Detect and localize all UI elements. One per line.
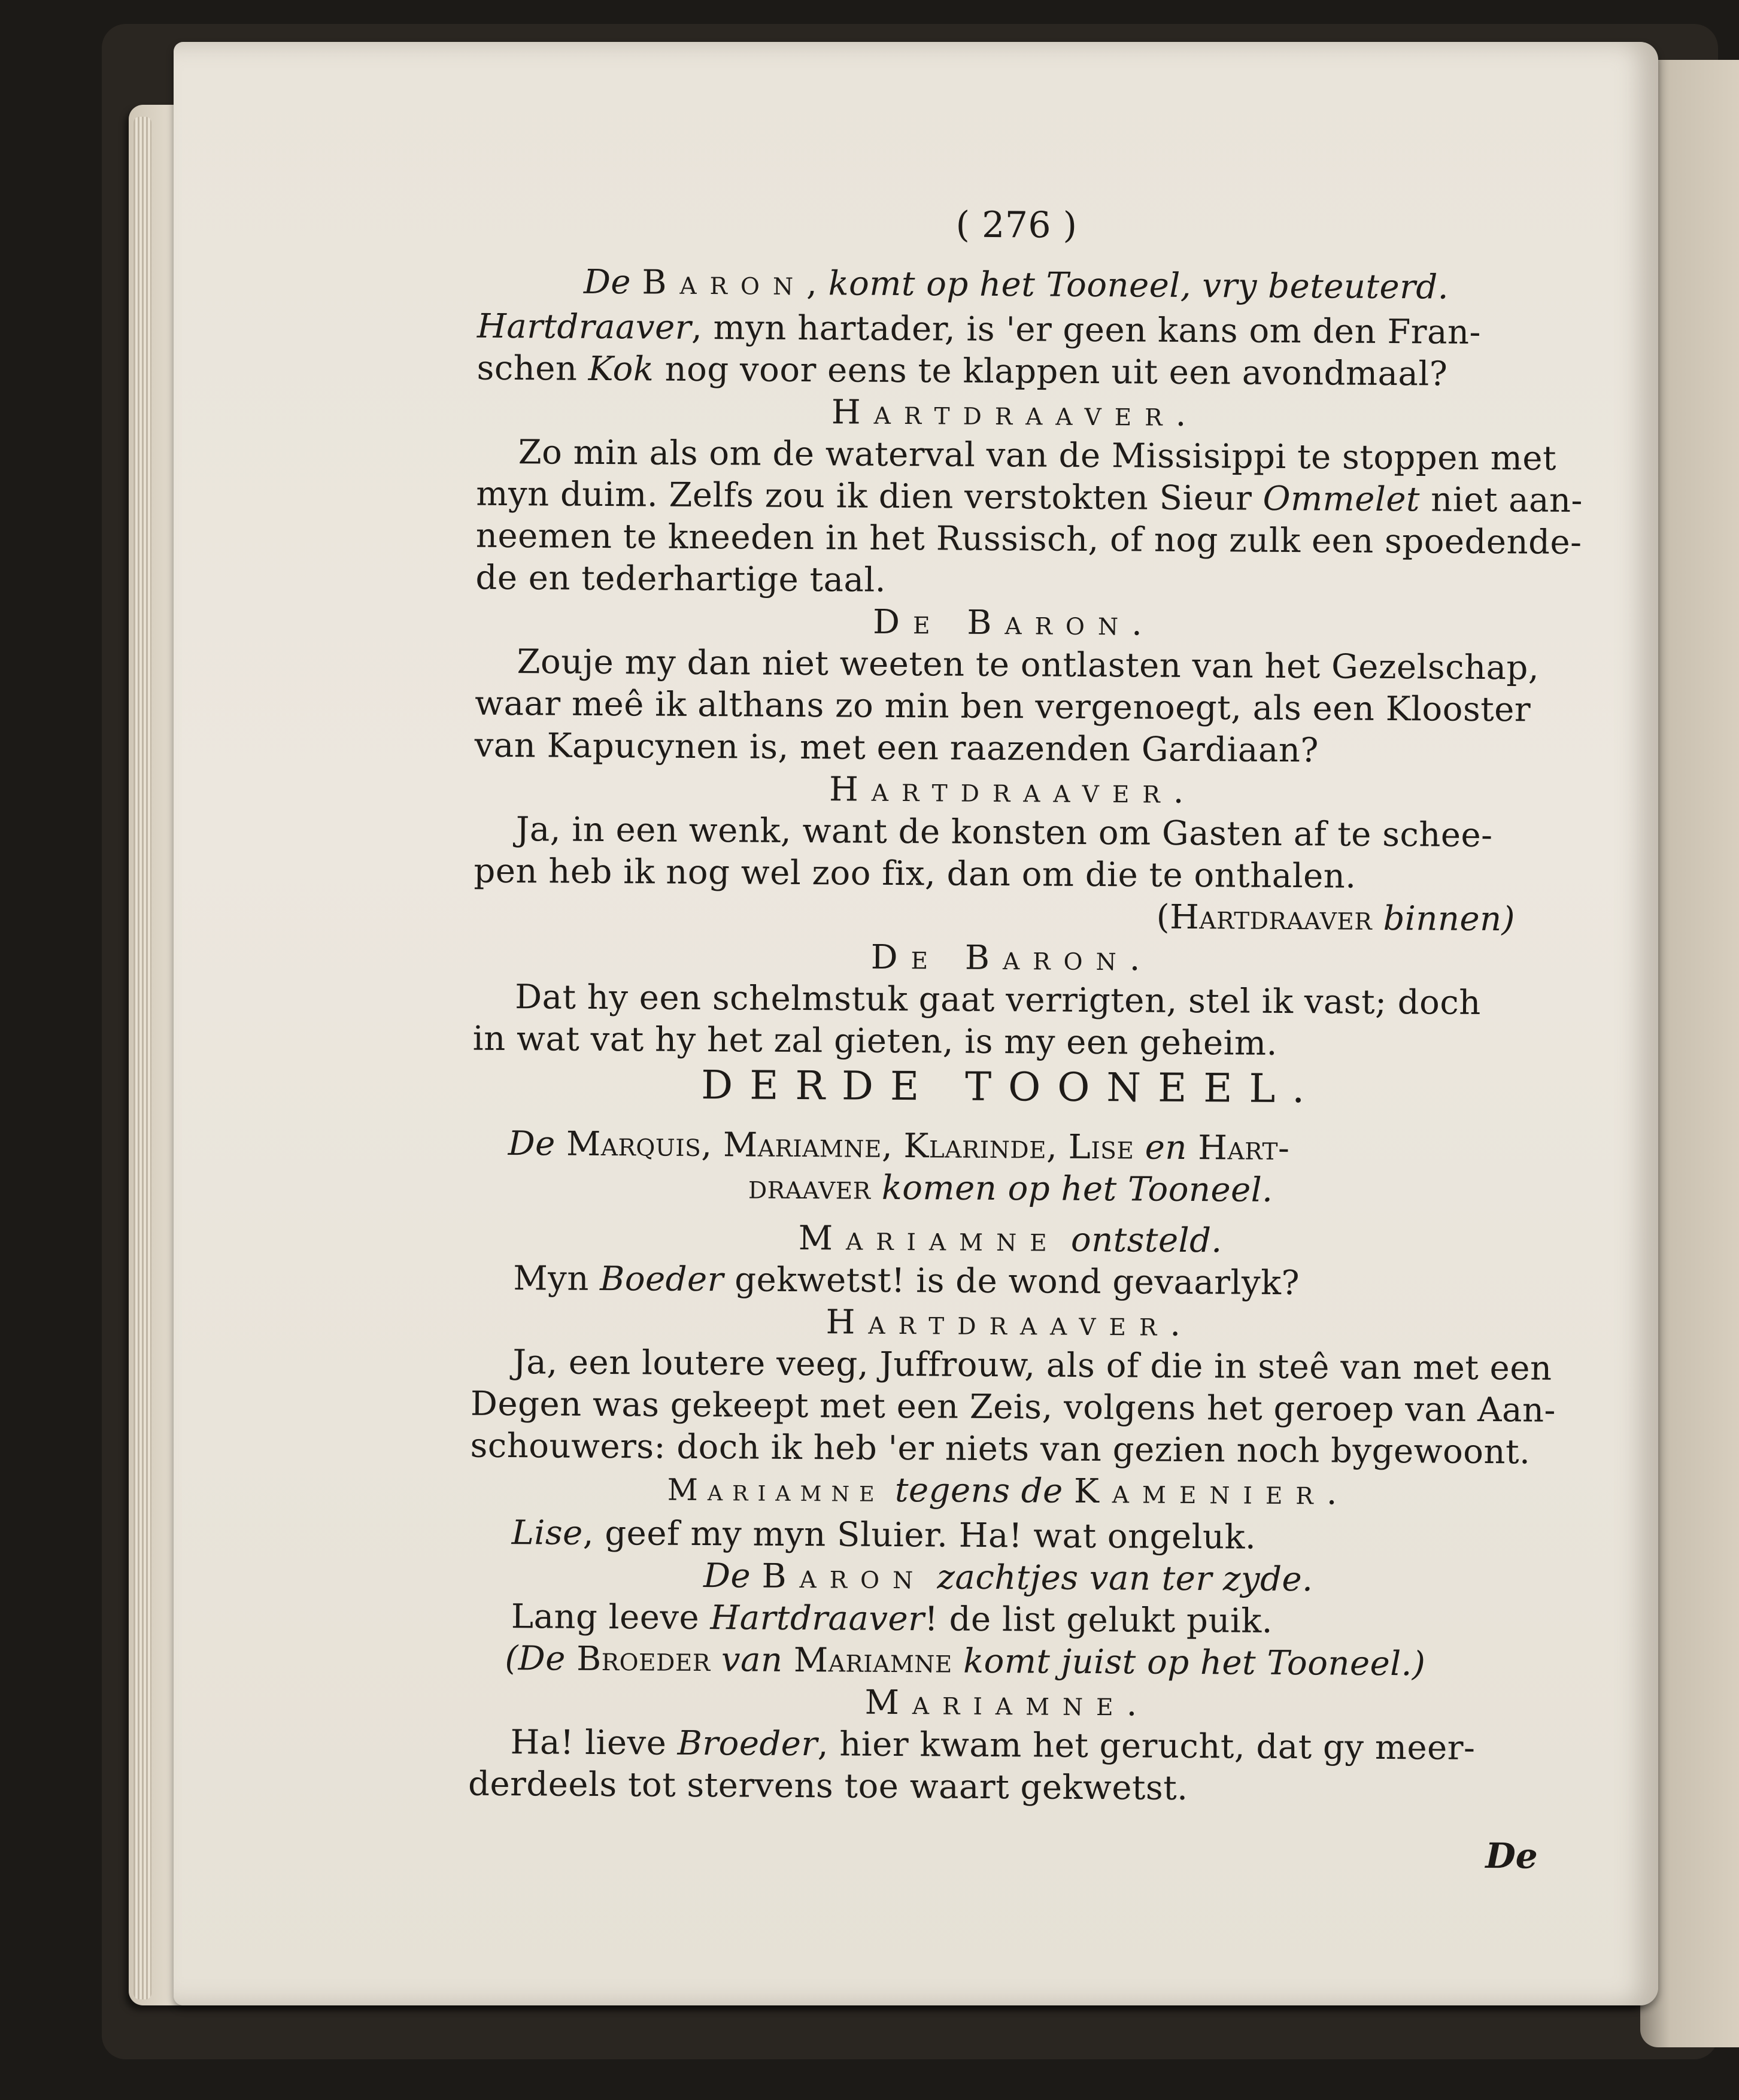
speaker-heading [470, 1467, 1547, 1516]
text-span: Hartdraaver [477, 306, 692, 347]
text-line: Ja, in een wenk, want de konsten om Gasten af te schee- [515, 810, 1493, 855]
speaker-name: Mariamne [798, 1218, 1060, 1260]
text-line: derdeels tot stervens toe waart gekwetst. [468, 1764, 1188, 1808]
text-span: niet aan- [1419, 480, 1583, 520]
text-span: binnen) [1383, 899, 1516, 939]
text-span: zachtjes van ter zyde. [926, 1558, 1313, 1600]
stage-direction [474, 893, 1515, 941]
text-span: tegens de [884, 1470, 1075, 1511]
text-span: De [583, 262, 642, 302]
speaker-name: Mariamne [667, 1472, 884, 1509]
text-line [512, 1512, 1589, 1561]
speaker-heading: Hartdraaver. [826, 1303, 1194, 1345]
text-span: Lang leeve [511, 1597, 711, 1638]
text-span: Ommelet [1262, 479, 1421, 520]
catchword: De [1485, 1835, 1538, 1877]
text-line: van Kapucynen is, met een raazenden Gardiaan? [474, 726, 1319, 770]
text-line: schouwers: doch ik heb 'er niets van gezien noch bygewoont. [470, 1426, 1531, 1472]
text-span: gekwetst! is de wond gevaarlyk? [723, 1260, 1300, 1303]
text-span: Mariamne [793, 1640, 953, 1681]
text-span: , hier kwam het gerucht, dat gy meer- [817, 1725, 1476, 1768]
text-line: Zouje my dan niet weeten te ontlasten van het Gezelschap, [517, 642, 1540, 688]
text-span: Hart- [1198, 1128, 1290, 1169]
text-span: van [710, 1640, 794, 1680]
text-line: Zo min als om de waterval van de Missisippi te stoppen met [518, 433, 1557, 478]
text-span: , myn hartader, is 'er geen kans om den Fran- [691, 308, 1482, 352]
text-line: waar meê ik althans zo min ben vergenoegt, als een Klooster [474, 684, 1531, 730]
speaker-name: Kamenier. [1073, 1471, 1350, 1513]
speaker-name: Baron [761, 1556, 927, 1597]
speaker-name: Baron [642, 263, 807, 304]
text-span: De [508, 1124, 567, 1164]
scene-heading: DERDE TOONEEL. [701, 1061, 1322, 1112]
text-span: (Hartdraaver [1156, 897, 1373, 938]
text-span: , geef my myn Sluier. Ha! wat ongeluk. [582, 1513, 1257, 1557]
text-span: De [703, 1556, 762, 1596]
text-span: Boeder [599, 1259, 724, 1300]
text-line [511, 1596, 1589, 1644]
text-line [477, 306, 1555, 354]
text-span: Broeder [576, 1639, 711, 1680]
text-line: neemen te kneeden in het Russisch, of nog zulk een spoedende- [475, 516, 1582, 562]
text-span: Ha! lieve [510, 1723, 678, 1763]
speaker-heading [472, 1216, 1549, 1264]
speaker-heading: Hartdraaver. [831, 393, 1200, 435]
stage-direction-line [477, 261, 1555, 309]
text-line: pen heb ik nog wel zoo fix, dan om die te onthalen. [474, 851, 1356, 896]
text-line: Degen was gekeept met een Zeis, volgens het geroep van Aan- [470, 1384, 1556, 1430]
text-line: Ja, een loutere veeg, Juffrouw, als of die in steê van met een [512, 1343, 1552, 1388]
text-span: draaver [748, 1167, 871, 1207]
text-span: Marquis, Mariamne, Klarinde, Lise [566, 1124, 1134, 1167]
text-line: de en tederhartige taal. [475, 558, 887, 600]
stage-direction [505, 1638, 1582, 1686]
scene-cast-line [472, 1165, 1549, 1213]
text-span: Kok [588, 349, 654, 389]
text-span: , [806, 264, 828, 304]
text-line [510, 1722, 1588, 1770]
speaker-heading: Mariamne. [864, 1683, 1151, 1724]
text-span: ! de list gelukt puik. [924, 1600, 1273, 1641]
text-span: Lise [511, 1513, 583, 1553]
text-span: en [1134, 1128, 1198, 1168]
page-number: ( 276 ) [955, 204, 1078, 247]
text-span: ontsteld. [1070, 1220, 1222, 1261]
text-span: Myn [513, 1259, 600, 1298]
text-line: in wat vat hy het zal gieten, is my een geheim. [472, 1019, 1278, 1063]
text-span: komt juist op het Tooneel.) [952, 1641, 1426, 1684]
scene-cast-line [508, 1123, 1585, 1172]
text-span: (De [505, 1639, 577, 1679]
text-span: myn duim. Zelfs zou ik dien verstokten Sieur [476, 474, 1263, 518]
text-line [513, 1258, 1591, 1306]
text-line: Dat hy een schelmstuk gaat verrigten, stel ik vast; doch [514, 978, 1481, 1022]
text-span: komen op het Tooneel. [870, 1168, 1273, 1210]
text-span: nog voor eens te klappen uit een avondmaal? [654, 350, 1448, 394]
speaker-heading: De Baron. [870, 937, 1154, 979]
speaker-heading: Hartdraaver. [828, 770, 1197, 812]
text-span: komt op het Tooneel, vry beteuterd. [828, 264, 1449, 307]
text-span: Broeder [677, 1723, 818, 1764]
speaker-heading [469, 1554, 1547, 1603]
text-line [477, 348, 1554, 396]
text-span: Hartdraaver [710, 1598, 925, 1639]
text-span: schen [477, 348, 588, 389]
text-line [476, 474, 1583, 522]
speaker-heading: De Baron. [872, 602, 1156, 644]
